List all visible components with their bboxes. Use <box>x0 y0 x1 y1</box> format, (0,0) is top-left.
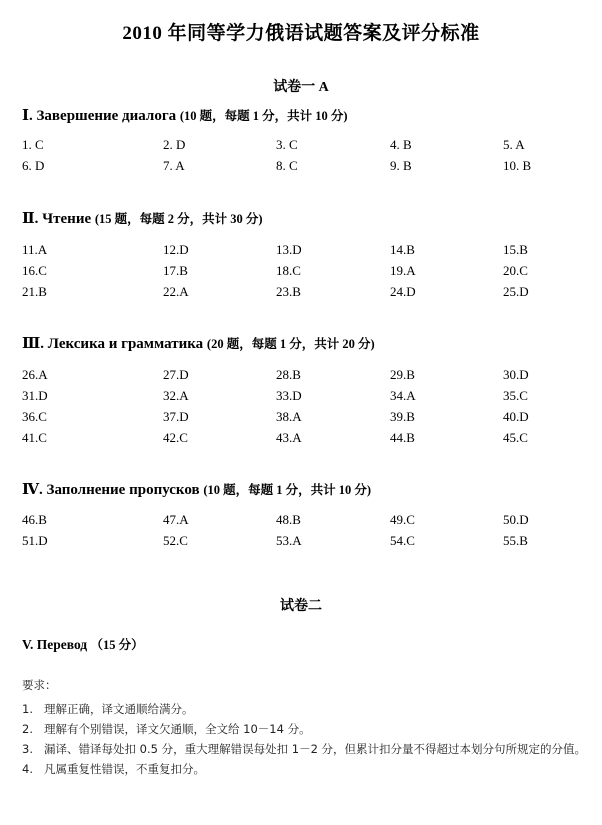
answer-row <box>22 509 582 530</box>
requirement-number: 3. <box>22 742 33 756</box>
answer-cell: 41.C <box>22 430 47 445</box>
answer-cell: 9. B <box>390 158 412 173</box>
answer-cell: 21.B <box>22 284 47 299</box>
section-score: (10 题，每题 1 分，共计 10 分) <box>203 483 372 497</box>
requirement-item <box>22 739 588 759</box>
requirement-text: 理解有个别错误，译文欠通顺，全文给 10－14 分。 <box>44 722 311 736</box>
paper-two-title: 试卷二 <box>280 599 322 614</box>
answer-cell: 49.C <box>390 512 415 527</box>
answer-cell: 1. C <box>22 137 44 152</box>
requirement-text: 凡属重复性错误，不重复扣分。 <box>44 762 205 776</box>
answer-cell: 12.D <box>163 242 189 257</box>
answer-cell: 36.C <box>22 409 47 424</box>
answer-cell: 40.D <box>503 409 529 424</box>
answer-grid-reading <box>22 239 582 302</box>
answer-row <box>22 427 582 448</box>
answer-cell: 4. B <box>390 137 412 152</box>
answer-cell: 50.D <box>503 512 529 527</box>
answer-cell: 47.A <box>163 512 189 527</box>
answer-cell: 24.D <box>390 284 416 299</box>
section-name: Ⅳ. Заполнение пропусков <box>22 482 200 498</box>
page-title: 2010 年同等学力俄语试题答案及评分标准 <box>122 23 480 44</box>
section-name: V. Перевод <box>22 637 88 652</box>
answer-cell: 43.A <box>276 430 302 445</box>
answer-cell: 48.B <box>276 512 301 527</box>
answer-row <box>22 155 582 176</box>
answer-cell: 13.D <box>276 242 302 257</box>
answer-cell: 3. C <box>276 137 298 152</box>
answer-cell: 16.C <box>22 263 47 278</box>
answer-cell: 55.B <box>503 533 528 548</box>
answer-cell: 32.A <box>163 388 189 403</box>
answer-cell: 7. A <box>163 158 185 173</box>
answer-cell: 18.C <box>276 263 301 278</box>
answer-cell: 42.C <box>163 430 188 445</box>
answer-cell: 51.D <box>22 533 48 548</box>
section-heading-vocabulary <box>22 334 375 353</box>
section-heading-translation <box>22 635 144 653</box>
answer-cell: 46.B <box>22 512 47 527</box>
answer-cell: 14.B <box>390 242 415 257</box>
answer-row <box>22 239 582 260</box>
answer-cell: 28.B <box>276 367 301 382</box>
requirement-text: 漏译、错译每处扣 0.5 分，重大理解错误每处扣 1－2 分，但累计扣分量不得超过本划分句所规定的分值。 <box>44 742 587 756</box>
answer-row <box>22 406 582 427</box>
requirement-number: 1. <box>22 702 33 716</box>
answer-row <box>22 530 582 551</box>
answer-cell: 10. B <box>503 158 532 173</box>
answer-cell: 54.C <box>390 533 415 548</box>
section-score: (15 题，每题 2 分，共计 30 分) <box>94 212 263 226</box>
answer-cell: 15.B <box>503 242 528 257</box>
section-name: Ⅲ. Лексика и грамматика <box>22 336 204 352</box>
requirement-item <box>22 699 588 719</box>
requirement-item <box>22 719 588 739</box>
answer-grid-vocabulary <box>22 364 582 448</box>
section-name: Ⅰ. Завершение диалога <box>22 108 177 124</box>
section-score: (20 题，每题 1 分，共计 20 分) <box>206 337 375 351</box>
answer-cell: 22.A <box>163 284 189 299</box>
section-heading-cloze <box>22 480 371 499</box>
answer-cell: 35.C <box>503 388 528 403</box>
answer-cell: 27.D <box>163 367 189 382</box>
answer-cell: 23.B <box>276 284 301 299</box>
answer-cell: 5. A <box>503 137 525 152</box>
answer-cell: 19.A <box>390 263 416 278</box>
answer-row <box>22 260 582 281</box>
paper-one-title: 试卷一 A <box>273 80 329 95</box>
answer-cell: 6. D <box>22 158 45 173</box>
answer-cell: 39.B <box>390 409 415 424</box>
requirement-text: 理解正确，译文通顺给满分。 <box>44 702 194 716</box>
answer-cell: 34.A <box>390 388 416 403</box>
answer-cell: 44.B <box>390 430 415 445</box>
answer-cell: 25.D <box>503 284 529 299</box>
answer-cell: 17.B <box>163 263 188 278</box>
answer-cell: 29.B <box>390 367 415 382</box>
answer-cell: 11.A <box>22 242 48 257</box>
requirements-label: 要求： <box>22 678 57 692</box>
answer-cell: 26.A <box>22 367 48 382</box>
answer-row <box>22 385 582 406</box>
section-score: （15 分） <box>90 638 144 652</box>
answer-cell: 53.A <box>276 533 302 548</box>
requirement-item <box>22 759 588 779</box>
answer-cell: 37.D <box>163 409 189 424</box>
section-score: (10 题，每题 1 分，共计 10 分) <box>179 109 348 123</box>
answer-cell: 38.A <box>276 409 302 424</box>
section-name: Ⅱ. Чтение <box>22 211 92 227</box>
answer-cell: 31.D <box>22 388 48 403</box>
requirement-number: 4. <box>22 762 33 776</box>
requirement-number: 2. <box>22 722 33 736</box>
answer-grid-dialogue <box>22 134 582 176</box>
answer-row <box>22 281 582 302</box>
answer-row <box>22 364 582 385</box>
answer-cell: 8. C <box>276 158 298 173</box>
answer-cell: 30.D <box>503 367 529 382</box>
answer-cell: 45.C <box>503 430 528 445</box>
answer-cell: 20.C <box>503 263 528 278</box>
answer-grid-cloze <box>22 509 582 551</box>
answer-cell: 33.D <box>276 388 302 403</box>
answer-row <box>22 134 582 155</box>
requirements-block <box>22 676 588 779</box>
answer-cell: 2. D <box>163 137 186 152</box>
answer-cell: 52.C <box>163 533 188 548</box>
section-heading-dialogue <box>22 106 348 125</box>
section-heading-reading <box>22 209 263 228</box>
